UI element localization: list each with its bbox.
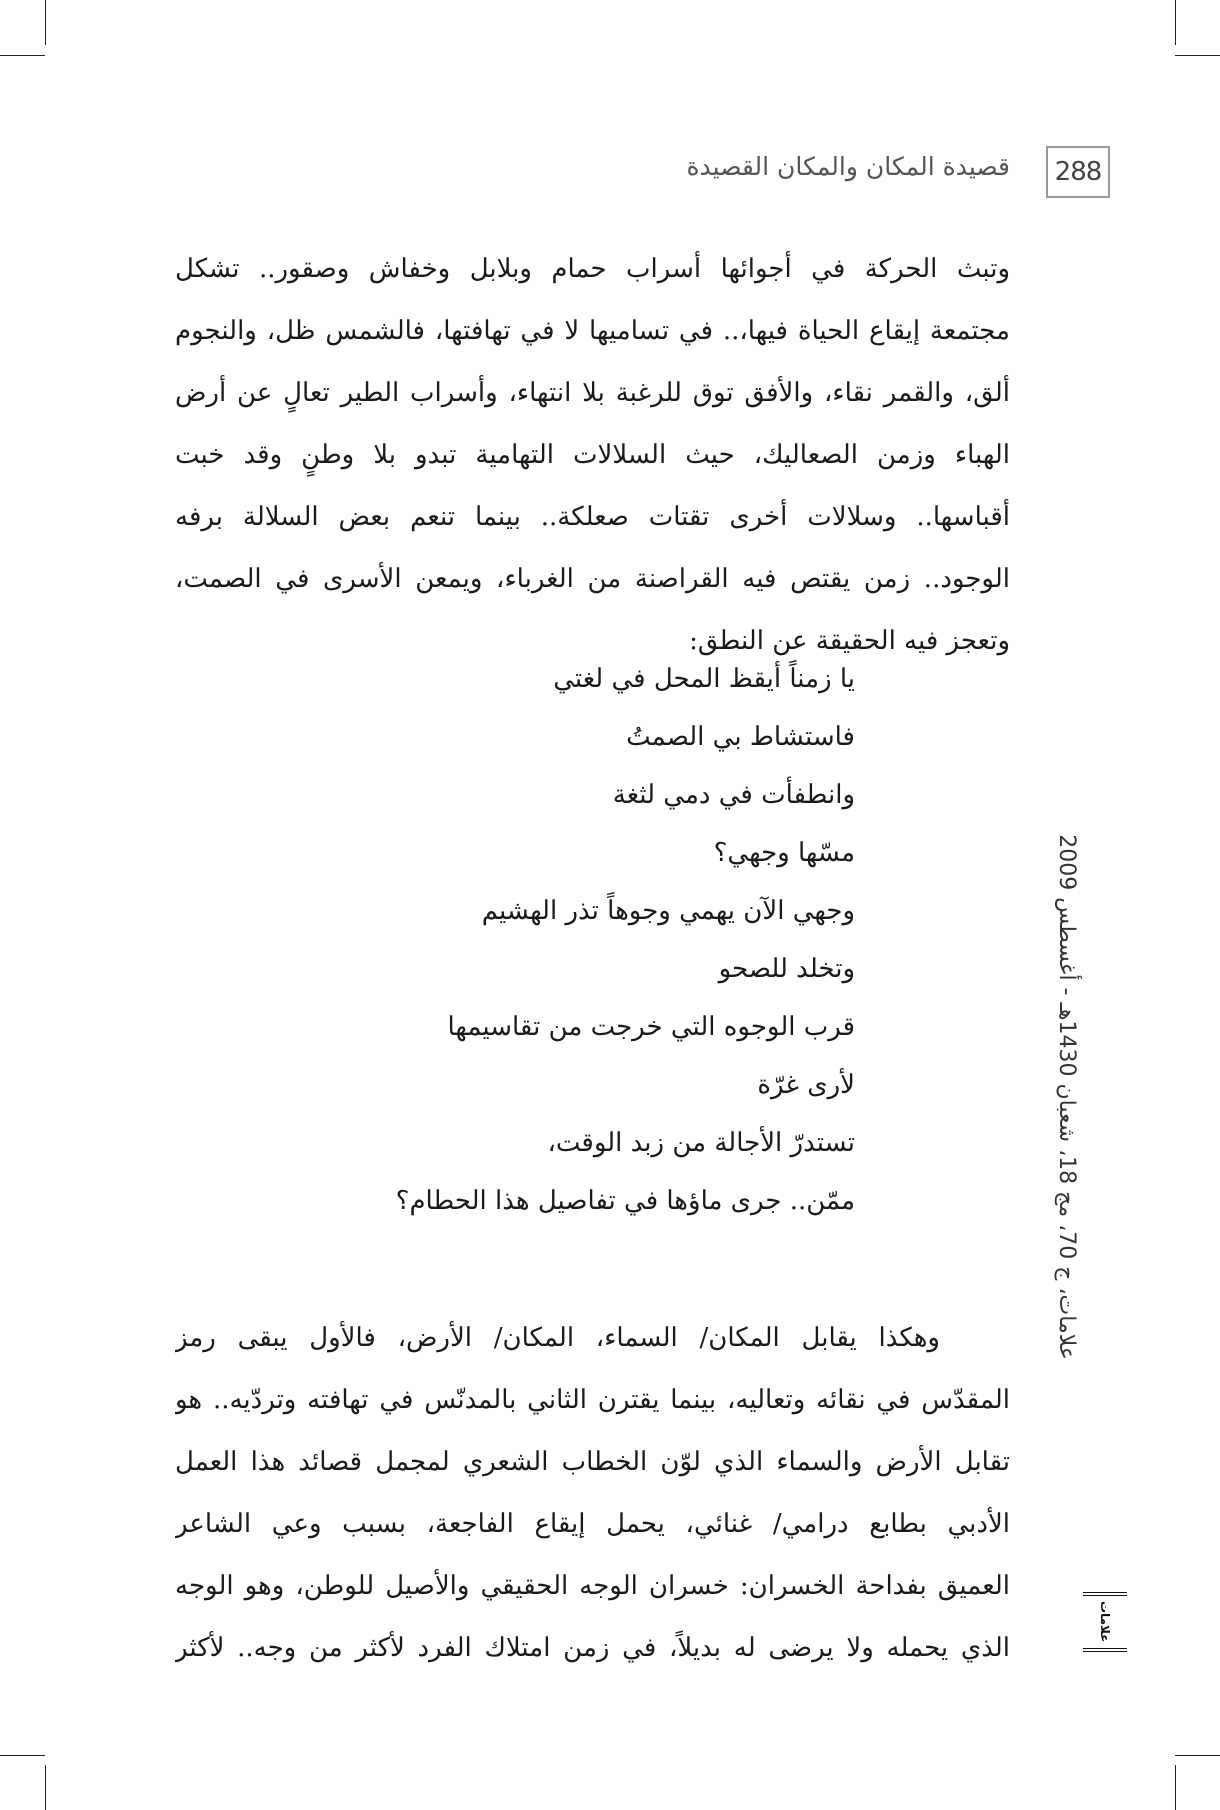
paragraph-line: وتبث الحركة في أجوائها أسراب حمام وبلابل وخفاش وصقور.. تشكل bbox=[175, 254, 1010, 284]
journal-info-footer: علامات، ج 70، مج 18، شعبان 1430هـ - أغسطس 2009 bbox=[1054, 834, 1079, 1360]
poem-line: وانطفأت في دمي لثغة bbox=[612, 780, 855, 810]
crop-mark-bottom-right-h bbox=[1175, 1755, 1220, 1756]
crop-mark-bottom-right-v bbox=[1175, 1765, 1176, 1810]
poem-line: فاستشاط بي الصمتُ bbox=[626, 722, 855, 752]
page-number: 288 bbox=[1046, 146, 1110, 198]
paragraph-2 bbox=[175, 1307, 1010, 1679]
paragraph-line: العميق بفداحة الخسران: خسران الوجه الحقيقي والأصيل للوطن، وهو الوجه bbox=[175, 1571, 1010, 1601]
crop-mark-top-left-v bbox=[45, 0, 46, 45]
paragraph-line: الذي يحمله ولا يرضى له بديلاً، في زمن امتلاك الفرد لأكثر من وجه.. لأكثر bbox=[175, 1633, 1010, 1663]
journal-logo: علامات bbox=[1083, 1592, 1127, 1652]
paragraph-1 bbox=[175, 238, 1010, 672]
paragraph-line: تقابل الأرض والسماء الذي لوّن الخطاب الشعري لمجمل قصائد هذا العمل bbox=[175, 1447, 1010, 1477]
poem-line: يا زمناً أيقظ المحل في لغتي bbox=[553, 664, 855, 694]
crop-mark-top-right-v bbox=[1175, 0, 1176, 45]
crop-mark-bottom-left-h bbox=[0, 1755, 45, 1756]
poem-line: وتخلد للصحو bbox=[718, 954, 855, 984]
paragraph-line: ألق، والقمر نقاء، والأفق توق للرغبة بلا انتهاء، وأسراب الطير تعالٍ عن أرض bbox=[175, 378, 1010, 408]
poem-line: تستدرّ الأجالة من زبد الوقت، bbox=[547, 1128, 855, 1158]
poem-line: وجهي الآن يهمي وجوهاً تذر الهشيم bbox=[481, 896, 855, 926]
paragraph-line: الوجود.. زمن يقتص فيه القراصنة من الغرباء، ويمعن الأسرى في الصمت، bbox=[175, 564, 1010, 594]
running-title: قصيدة المكان والمكان القصيدة bbox=[686, 152, 1010, 181]
paragraph-line: أقباسها.. وسلالات أخرى تقتات صعلكة.. بينما تنعم بعض السلالة برفه bbox=[175, 502, 1010, 532]
poem-line: مسّها وجهي؟ bbox=[713, 838, 855, 868]
poem-line: لأرى غرّة bbox=[757, 1070, 855, 1100]
crop-mark-top-left-h bbox=[0, 55, 45, 56]
paragraph-line: وهكذا يقابل المكان/ السماء، المكان/ الأرض، فالأول يبقى رمز bbox=[175, 1323, 940, 1353]
paragraph-line: وتعجز فيه الحقيقة عن النطق: bbox=[689, 626, 1010, 656]
paragraph-line: الهباء وزمن الصعاليك، حيث السلالات التهامية تبدو بلا وطنٍ وقد خبت bbox=[175, 440, 1010, 470]
paragraph-line: المقدّس في نقائه وتعاليه، بينما يقترن الثاني بالمدنّس في تهافته وتردّيه.. هو bbox=[175, 1385, 1010, 1415]
paragraph-line: مجتمعة إيقاع الحياة فيها،.. في تساميها لا في تهافتها، فالشمس ظل، والنجوم bbox=[175, 316, 1010, 346]
paragraph-line: الأدبي بطابع درامي/ غنائي، يحمل إيقاع الفاجعة، بسبب وعي الشاعر bbox=[175, 1509, 1010, 1539]
page-header bbox=[170, 146, 1110, 206]
poem-block bbox=[335, 650, 855, 1230]
crop-mark-top-right-h bbox=[1175, 55, 1220, 56]
poem-line: قرب الوجوه التي خرجت من تقاسيمها bbox=[447, 1012, 855, 1042]
poem-line: ممّن.. جرى ماؤها في تفاصيل هذا الحطام؟ bbox=[395, 1186, 855, 1216]
crop-mark-bottom-left-v bbox=[45, 1765, 46, 1810]
